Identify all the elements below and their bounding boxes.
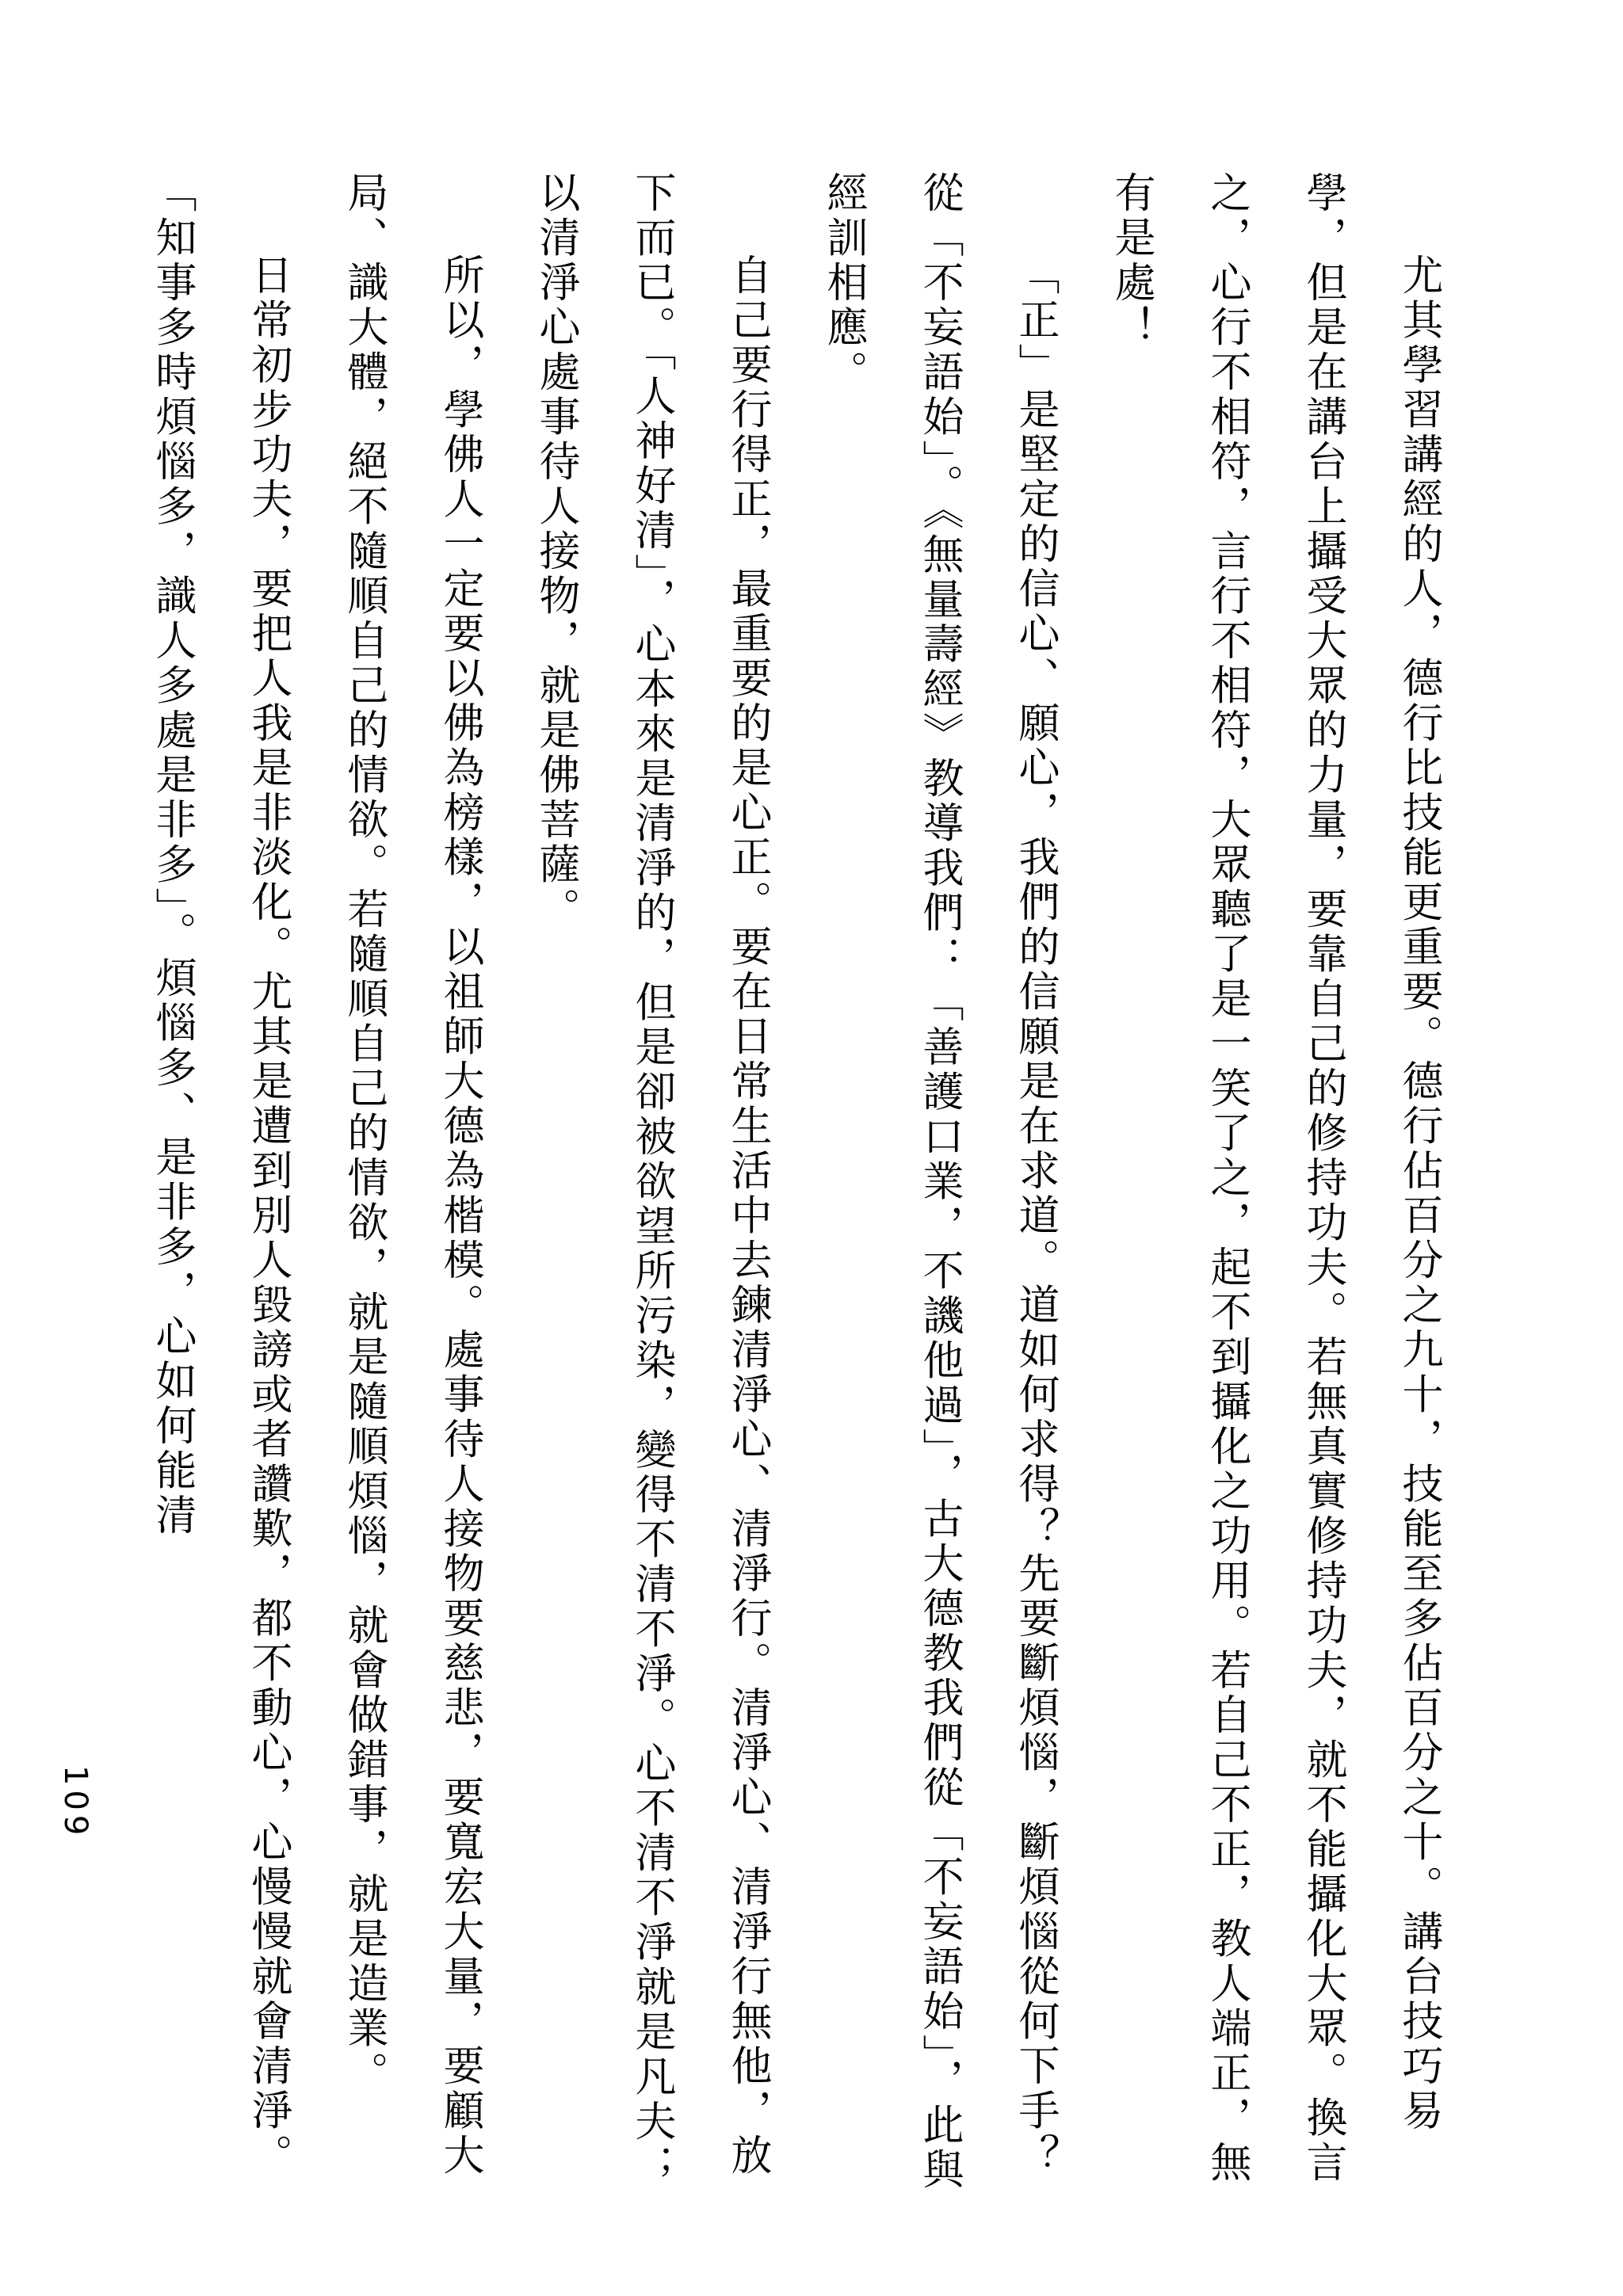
paragraph-4: 所以，學佛人一定要以佛為榜樣，以祖師大德為楷模。處事待人接物要慈悲，要寬宏大量，要顧大局、識大體，絕不隨順自己的情欲。若隨順自己的情欲，就是隨順煩惱，就會做錯事，就是造業。 xyxy=(340,171,483,2179)
vertical-text-block xyxy=(148,171,1466,2199)
paragraph-3: 自己要行得正，最重要的是心正。要在日常生活中去鍊清淨心、清淨行。清淨心、清淨行無他，放下而已。「人神好清」，心本來是清淨的，但是卻被欲望所污染，變得不清不淨。心不清不淨就是凡夫；以清淨心處事待人接物，就是佛菩薩。 xyxy=(532,171,771,2189)
paragraph-5: 日常初步功夫，要把人我是非淡化。尤其是遭到別人毀謗或者讚歎，都不動心，心慢慢就會清淨。「知事多時煩惱多，識人多處是非多」。煩惱多、是非多，心如何能清 xyxy=(148,171,292,2179)
paragraph-2: 「正」是堅定的信心、願心，我們的信願是在求道。道如何求得？先要斷煩惱，斷煩惱從何下手？從「不妄語始」。《無量壽經》教導我們：「善護口業，不譏他過」，古大德教我們從「不妄語始」，此與經訓相應。 xyxy=(819,171,1059,2193)
page-number: 109 xyxy=(57,1765,94,1840)
paragraph-1: 尤其學習講經的人，德行比技能更重要。德行佔百分之九十，技能至多佔百分之十。講台技巧易學，但是在講台上攝受大眾的力量，要靠自己的修持功夫。若無真實修持功夫，就不能攝化大眾。換言之，心行不相符，言行不相符，大眾聽了是一笑了之，起不到攝化之功用。若自己不正，教人端正，無有是處！ xyxy=(1107,171,1442,2186)
